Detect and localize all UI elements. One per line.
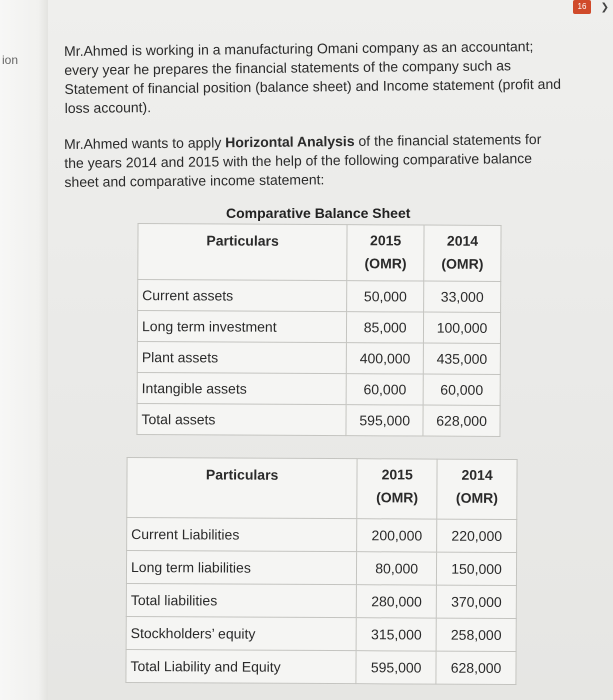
value-2014: 628,000 xyxy=(423,405,500,436)
liabilities-header-unit-2014: (OMR) xyxy=(455,489,498,506)
value-2014: 628,000 xyxy=(436,651,516,684)
liabilities-header-particulars: Particulars xyxy=(127,457,358,518)
value-2015: 595,000 xyxy=(356,651,436,684)
table-row xyxy=(126,616,516,651)
table-row xyxy=(126,550,516,585)
value-2015: 595,000 xyxy=(346,405,423,436)
row-label: Total liabilities xyxy=(126,583,356,617)
side-label: ion xyxy=(2,53,19,67)
liabilities-header-2014 xyxy=(437,459,517,519)
table-row xyxy=(127,517,517,552)
row-label: Current Liabilities xyxy=(127,517,357,551)
table-row xyxy=(138,280,501,313)
left-page-strip xyxy=(0,0,48,700)
assets-header-year-2014: 2014 xyxy=(446,232,479,249)
table-row xyxy=(137,311,500,344)
value-2014: 435,000 xyxy=(423,343,500,374)
corner-icon: ❯ xyxy=(600,2,609,13)
row-label: Intangible assets xyxy=(137,373,346,405)
value-2015: 200,000 xyxy=(357,519,437,552)
value-2015: 50,000 xyxy=(347,281,424,312)
intro-paragraph-2 xyxy=(64,130,565,192)
value-2015: 315,000 xyxy=(356,618,436,651)
assets-table xyxy=(136,223,501,437)
liabilities-table xyxy=(125,457,517,685)
page-badge: 16 xyxy=(573,0,591,14)
value-2014: 150,000 xyxy=(437,552,517,585)
row-label: Long term investment xyxy=(137,311,346,343)
assets-header-unit-2015: (OMR) xyxy=(364,255,407,272)
value-2015: 85,000 xyxy=(347,312,424,343)
assets-header-year-2015: 2015 xyxy=(370,232,402,249)
p2-before: Mr.Ahmed wants to apply xyxy=(64,134,226,152)
assets-header-particulars: Particulars xyxy=(138,224,348,281)
row-label: Total assets xyxy=(137,404,346,436)
intro-paragraph-1: Mr.Ahmed is working in a manufacturing Omani company as an accountant; every year he prepares the financial statements of the company such as Statement of financial position (balance sheet) and Income statement (profit and loss account). xyxy=(64,38,562,116)
value-2015: 280,000 xyxy=(357,585,437,618)
liabilities-header-2015 xyxy=(357,459,437,519)
value-2015: 400,000 xyxy=(347,343,424,374)
row-label: Stockholders’ equity xyxy=(126,616,356,650)
table-row xyxy=(137,342,500,375)
table-row xyxy=(126,649,516,684)
balance-sheet-title: Comparative Balance Sheet xyxy=(226,205,411,221)
row-label: Total Liability and Equity xyxy=(126,649,356,683)
row-label: Long term liabilities xyxy=(126,550,356,584)
assets-header-unit-2014: (OMR) xyxy=(441,255,484,272)
p2-bold: Horizontal Analysis xyxy=(225,132,355,151)
value-2014: 33,000 xyxy=(424,281,501,312)
value-2014: 220,000 xyxy=(437,519,517,552)
liabilities-header-year-2015: 2015 xyxy=(381,466,413,483)
assets-header-2015 xyxy=(347,225,424,281)
liabilities-header-row xyxy=(127,457,517,519)
liabilities-header-year-2014: 2014 xyxy=(461,466,493,483)
assets-header-2014 xyxy=(424,225,501,281)
liabilities-header-unit-2015: (OMR) xyxy=(376,489,419,506)
table-row xyxy=(126,583,516,618)
p2-after: of the financial statements for the years 2014 and 2015 with the help of the following comparative balance sheet and comparative income statement: xyxy=(64,131,542,190)
table-row xyxy=(137,373,500,406)
value-2015: 60,000 xyxy=(346,374,423,405)
value-2014: 100,000 xyxy=(424,312,501,343)
assets-header-row xyxy=(138,224,501,282)
value-2014: 60,000 xyxy=(423,374,500,405)
row-label: Current assets xyxy=(138,280,347,312)
value-2015: 80,000 xyxy=(357,552,437,585)
table-row xyxy=(137,404,500,437)
row-label: Plant assets xyxy=(137,342,346,374)
value-2014: 258,000 xyxy=(436,618,516,651)
value-2014: 370,000 xyxy=(436,585,516,618)
